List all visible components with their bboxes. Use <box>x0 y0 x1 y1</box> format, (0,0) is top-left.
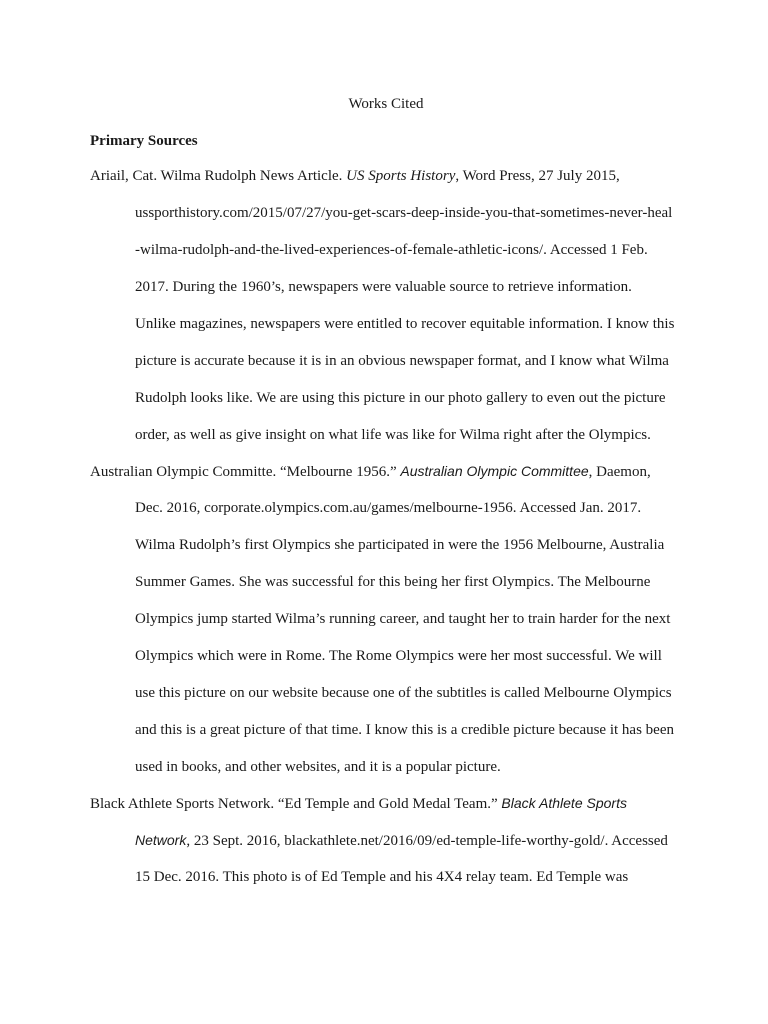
citation-line: Wilma Rudolph’s first Olympics she participated in were the 1956 Melbourne, Australia <box>135 537 665 553</box>
page-title: Works Cited <box>348 96 424 112</box>
citation-line: Rudolph looks like. We are using this picture in our photo gallery to even out the picture <box>135 390 666 406</box>
citation-line: order, as well as give insight on what life was like for Wilma right after the Olympics. <box>135 427 651 443</box>
citation-line: Ariail, Cat. Wilma Rudolph News Article. US Sports History, Word Press, 27 July 2015, <box>90 168 620 184</box>
citation-entry-ariail <box>90 158 690 454</box>
source-title: Australian Olympic Committee <box>400 463 589 479</box>
citation-line: Australian Olympic Committe. “Melbourne 1956.” Australian Olympic Committee, Daemon, <box>90 463 651 480</box>
citation-line: 15 Dec. 2016. This photo is of Ed Temple and his 4X4 relay team. Ed Temple was <box>135 869 629 885</box>
citation-line: Dec. 2016, corporate.olympics.com.au/games/melbourne-1956. Accessed Jan. 2017. <box>135 500 642 516</box>
citation-line: Black Athlete Sports Network. “Ed Temple and Gold Medal Team.” Black Athlete Sports <box>90 795 627 812</box>
citation-line: Unlike magazines, newspapers were entitled to recover equitable information. I know this <box>135 316 675 332</box>
citation-line: Network, 23 Sept. 2016, blackathlete.net/2016/09/ed-temple-life-worthy-gold/. Accessed <box>135 832 668 849</box>
citation-line: use this picture on our website because one of the subtitles is called Melbourne Olympics <box>135 685 672 701</box>
section-heading: Primary Sources <box>90 133 198 149</box>
citation-line: and this is a great picture of that time. I know this is a credible picture because it has been <box>135 722 674 738</box>
source-title: Black Athlete Sports <box>501 795 627 811</box>
source-title: US Sports History <box>346 168 456 184</box>
citation-line: used in books, and other websites, and it is a popular picture. <box>135 759 501 775</box>
citation-line: ussporthistory.com/2015/07/27/you-get-scars-deep-inside-you-that-sometimes-never-heal <box>135 205 673 221</box>
citation-line: Summer Games. She was successful for this being her first Olympics. The Melbourne <box>135 574 651 590</box>
citation-entry-black-athlete <box>90 785 690 896</box>
citation-line: Olympics jump started Wilma’s running career, and taught her to train harder for the next <box>135 611 671 627</box>
source-title: Network <box>135 832 187 848</box>
citation-line: picture is accurate because it is in an obvious newspaper format, and I know what Wilma <box>135 353 669 369</box>
citation-line: -wilma-rudolph-and-the-lived-experiences-of-female-athletic-icons/. Accessed 1 Feb. <box>135 242 648 258</box>
citation-line: 2017. During the 1960’s, newspapers were valuable source to retrieve information. <box>135 279 632 295</box>
citation-line: Olympics which were in Rome. The Rome Olympics were her most successful. We will <box>135 648 662 664</box>
citation-entry-australian-olympic <box>90 453 690 786</box>
